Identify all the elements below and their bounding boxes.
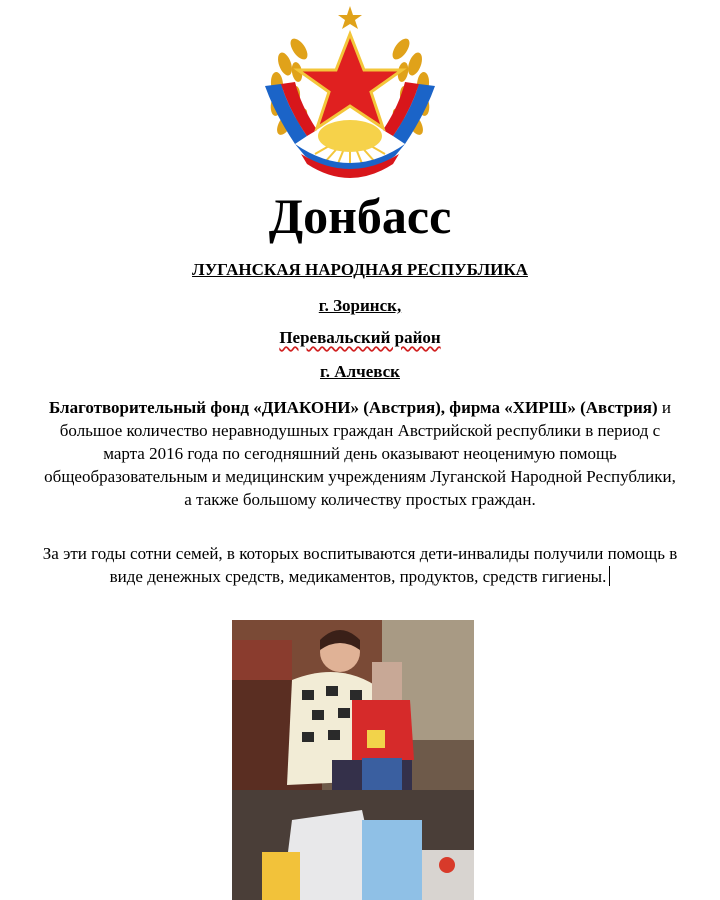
foundation-names: Благотворительный фонд «ДИАКОНИ» (Австрия), фирма «ХИРШ» (Австрия)	[49, 398, 658, 417]
foundation-text: и большое количество неравнодушных граждан Австрийской республики в период с марта 2016 года по сегодняшний день оказывают неоценимую помощь общеобразовательным и медицинским учреждениям Луганской Народной Республики, а также большому количеству простых граждан.	[44, 398, 676, 509]
red-star-icon	[298, 34, 402, 128]
family-photo	[232, 620, 474, 900]
region-heading: ЛУГАНСКАЯ НАРОДНАЯ РЕСПУБЛИКА	[192, 260, 528, 279]
foundation-paragraph	[42, 396, 678, 511]
families-paragraph	[42, 542, 678, 588]
sun	[318, 120, 382, 152]
small-star	[338, 6, 362, 29]
district-heading: Перевальский район	[279, 328, 441, 347]
coat-of-arms-emblem	[255, 4, 445, 184]
blurred-face	[372, 662, 402, 702]
town-heading-alchevsk: г. Алчевск	[320, 362, 400, 381]
text-cursor	[609, 566, 610, 586]
page-title: Донбасс	[268, 188, 452, 244]
town-heading-zorinsk: г. Зоринск,	[318, 296, 402, 315]
families-text: За эти годы сотни семей, в которых воспитываются дети-инвалиды получили помощь в виде денежных средств, медикаментов, продуктов, средств гигиены.	[42, 544, 678, 586]
